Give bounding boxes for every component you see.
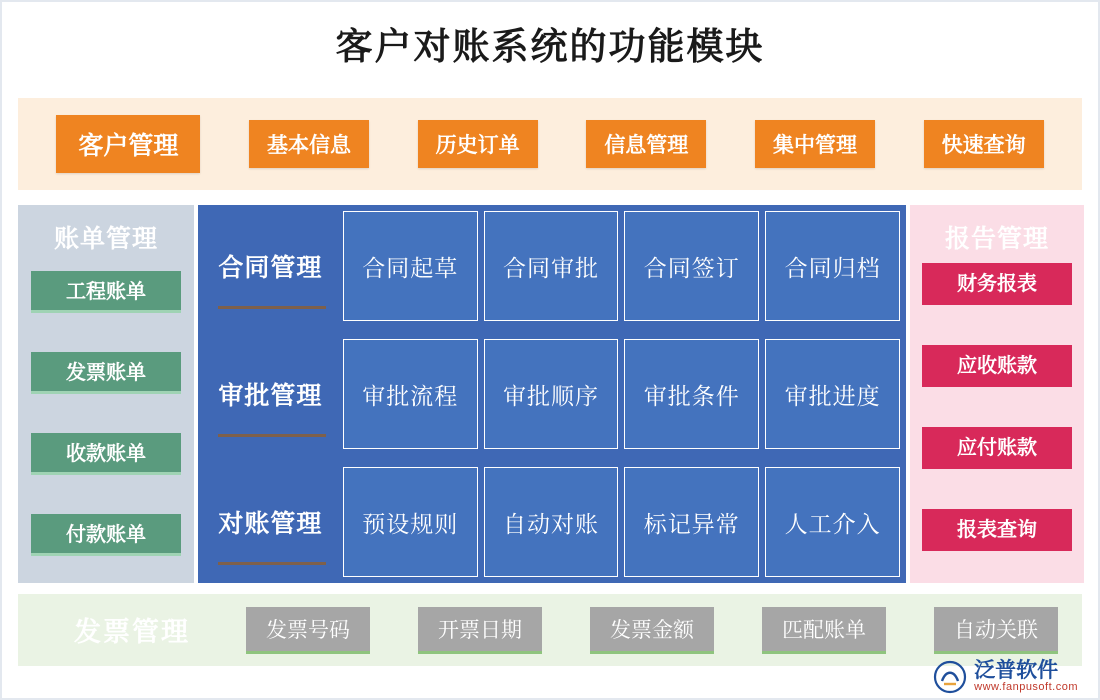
- right-column: [910, 205, 1084, 583]
- page-title: 客户对账系统的功能模块: [335, 27, 765, 68]
- center-cell-approval-order[interactable]: 审批顺序: [484, 339, 619, 449]
- top-band-chip-central-management[interactable]: 集中管理: [755, 120, 875, 168]
- bottom-band-chip-invoice-amount[interactable]: 发票金额: [590, 607, 714, 654]
- center-cell-contract-drafting[interactable]: 合同起草: [343, 211, 478, 321]
- center-cell-approval-progress[interactable]: 审批进度: [765, 339, 900, 449]
- logo-website-url: www.fanpusoft.com: [974, 681, 1078, 694]
- bottom-band-chip-invoice-number[interactable]: 发票号码: [246, 607, 370, 654]
- right-column-heading: 报告管理: [944, 226, 1049, 253]
- top-band-chip-quick-query[interactable]: 快速查询: [924, 120, 1044, 168]
- bottom-band-chip-issue-date[interactable]: 开票日期: [418, 607, 542, 654]
- left-column-item-project-bill[interactable]: 工程账单: [31, 271, 181, 313]
- center-cell-auto-reconciliation[interactable]: 自动对账: [484, 467, 619, 577]
- center-row-reconciliation-management: [204, 467, 900, 577]
- left-column-heading: 账单管理: [53, 226, 158, 253]
- company-logo: [933, 660, 1078, 694]
- bottom-band-chip-auto-link[interactable]: 自动关联: [934, 607, 1058, 654]
- center-cell-contract-approval[interactable]: 合同审批: [484, 211, 619, 321]
- center-cell-mark-exception[interactable]: 标记异常: [624, 467, 759, 577]
- right-column-item-financial-statement[interactable]: 财务报表: [922, 263, 1072, 305]
- center-panel: [198, 205, 906, 583]
- center-cell-preset-rules[interactable]: 预设规则: [343, 467, 478, 577]
- top-band-chip-list: [18, 98, 1082, 190]
- center-row-contract-management: [204, 211, 900, 321]
- bottom-band-chip-list: [222, 594, 1082, 666]
- right-column-item-accounts-receivable[interactable]: 应收账款: [922, 345, 1072, 387]
- right-column-item-accounts-payable[interactable]: 应付账款: [922, 427, 1072, 469]
- center-row-head-approval-management[interactable]: 审批管理: [204, 339, 337, 449]
- top-band-chip-info-management[interactable]: 信息管理: [586, 120, 706, 168]
- center-cell-approval-flow[interactable]: 审批流程: [343, 339, 478, 449]
- center-row-approval-management: [204, 339, 900, 449]
- center-cell-contract-archiving[interactable]: 合同归档: [765, 211, 900, 321]
- logo-mark-icon: [933, 660, 967, 694]
- left-column-item-invoice-bill[interactable]: 发票账单: [31, 352, 181, 394]
- center-cell-approval-conditions[interactable]: 审批条件: [624, 339, 759, 449]
- bottom-band-heading: 发票管理: [74, 617, 190, 647]
- logo-company-name: 泛普软件: [974, 659, 1059, 683]
- top-band-chip-basic-info[interactable]: 基本信息: [249, 120, 369, 168]
- center-row-head-reconciliation-management[interactable]: 对账管理: [204, 467, 337, 577]
- right-column-item-report-query[interactable]: 报表查询: [922, 509, 1072, 551]
- top-band-chip-customer-management[interactable]: 客户管理: [56, 115, 200, 173]
- top-band: [18, 98, 1082, 190]
- logo-text: [974, 660, 1078, 694]
- left-column-item-payment-bill[interactable]: 付款账单: [31, 514, 181, 556]
- center-cell-contract-signing[interactable]: 合同签订: [624, 211, 759, 321]
- top-band-chip-history-orders[interactable]: 历史订单: [418, 120, 538, 168]
- center-cell-manual-intervention[interactable]: 人工介入: [765, 467, 900, 577]
- center-row-head-contract-management[interactable]: 合同管理: [204, 211, 337, 321]
- left-column-item-receipt-bill[interactable]: 收款账单: [31, 433, 181, 475]
- bottom-band-chip-match-bill[interactable]: 匹配账单: [762, 607, 886, 654]
- bottom-band: [18, 594, 1082, 666]
- left-column: [18, 205, 194, 583]
